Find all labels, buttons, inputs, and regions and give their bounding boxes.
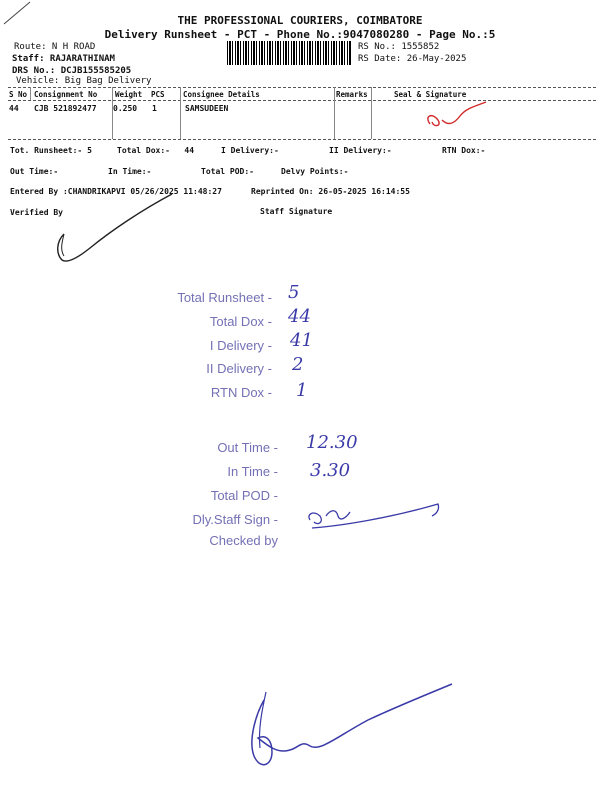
table-header-rule <box>8 100 596 101</box>
drs-number: DRS No.: DCJB155585205 <box>12 66 132 76</box>
staff-sign-ink <box>300 496 450 536</box>
stamp-staff-sign: Dly.Staff Sign - <box>192 512 278 527</box>
vehicle-text: Vehicle: Big Bag Delivery <box>16 76 152 86</box>
hw-total-runsheet: 5 <box>288 282 300 303</box>
rs-number: RS No.: 1555852 <box>358 42 440 52</box>
col-divider <box>112 87 113 139</box>
delvy-points: Delvy Points:- <box>281 167 349 176</box>
in-time: In Time:- <box>108 167 152 176</box>
hw-out-time: 12.30 <box>306 432 358 453</box>
cell-pcs: 1 <box>152 104 157 113</box>
entered-by: Entered By :CHANDRIKAPVI 05/26/2025 11:48:27 <box>10 187 222 196</box>
cell-sno: 44 <box>9 104 19 113</box>
stamp-checked-by: Checked by <box>209 533 278 548</box>
i-delivery: I Delivery:- <box>221 146 279 155</box>
stamp-total-runsheet: Total Runsheet - <box>177 290 272 305</box>
hw-i-delivery: 41 <box>290 330 313 351</box>
col-divider <box>371 87 372 139</box>
verified-signature <box>50 190 180 270</box>
col-divider <box>30 87 31 100</box>
stamp-ii-delivery: II Delivery - <box>206 361 272 376</box>
hw-total-dox: 44 <box>288 306 311 327</box>
out-time: Out Time:- <box>10 167 59 176</box>
rs-date: RS Date: 26-May-2025 <box>358 54 467 64</box>
corner-mark <box>0 0 40 30</box>
stamp-out-time: Out Time - <box>217 440 278 455</box>
stamp-i-delivery: I Delivery - <box>209 338 272 353</box>
col-header-pcs: PCS <box>151 90 165 99</box>
route-text: Route: N H ROAD <box>14 42 96 52</box>
col-header-consignee: Consignee Details <box>183 90 260 99</box>
bottom-signature <box>238 680 458 780</box>
red-signature <box>420 98 490 132</box>
staff-signature-label: Staff Signature <box>260 207 333 216</box>
col-header-seal: Seal & Signature <box>394 90 467 99</box>
col-header-consignment: Consignment No <box>34 90 98 99</box>
col-header-remarks: Remarks <box>336 90 368 99</box>
rtn-dox: RTN Dox:- <box>442 146 486 155</box>
reprinted-on: Reprinted On: 26-05-2025 16:14:55 <box>251 187 410 196</box>
stamp-total-dox: Total Dox - <box>209 314 272 329</box>
col-header-weight: Weight <box>115 90 143 99</box>
table-top-rule <box>8 87 596 88</box>
hw-rtn-dox: 1 <box>296 380 308 401</box>
stamp-total-pod: Total POD - <box>210 488 278 503</box>
cell-consignee: SAMSUDEEN <box>185 104 229 113</box>
cell-consignment: CJB 521892477 <box>34 104 97 113</box>
tot-runsheet: Tot. Runsheet:- 5 <box>10 146 92 155</box>
verified-by: Verified By <box>10 208 63 217</box>
company-title: THE PROFESSIONAL COURIERS, COIMBATORE <box>177 14 423 27</box>
cell-weight: 0.250 <box>113 104 138 113</box>
stamp-in-time: In Time - <box>227 464 278 479</box>
table-bottom-rule <box>8 139 596 140</box>
hw-ii-delivery: 2 <box>292 354 304 375</box>
total-pod: Total POD:- <box>201 167 254 176</box>
runsheet-title: Delivery Runsheet - PCT - Phone No.:9047080280 - Page No.:5 <box>104 28 496 41</box>
col-divider <box>334 87 335 139</box>
stamp-rtn-dox: RTN Dox - <box>210 385 272 400</box>
col-header-sno: S No <box>9 90 28 99</box>
total-dox: Total Dox:- 44 <box>117 146 195 155</box>
barcode-image <box>227 41 352 65</box>
ii-delivery: II Delivery:- <box>329 146 392 155</box>
col-divider <box>180 87 181 139</box>
hw-in-time: 3.30 <box>310 460 351 481</box>
staff-text: Staff: RAJARATHINAM <box>12 54 115 64</box>
